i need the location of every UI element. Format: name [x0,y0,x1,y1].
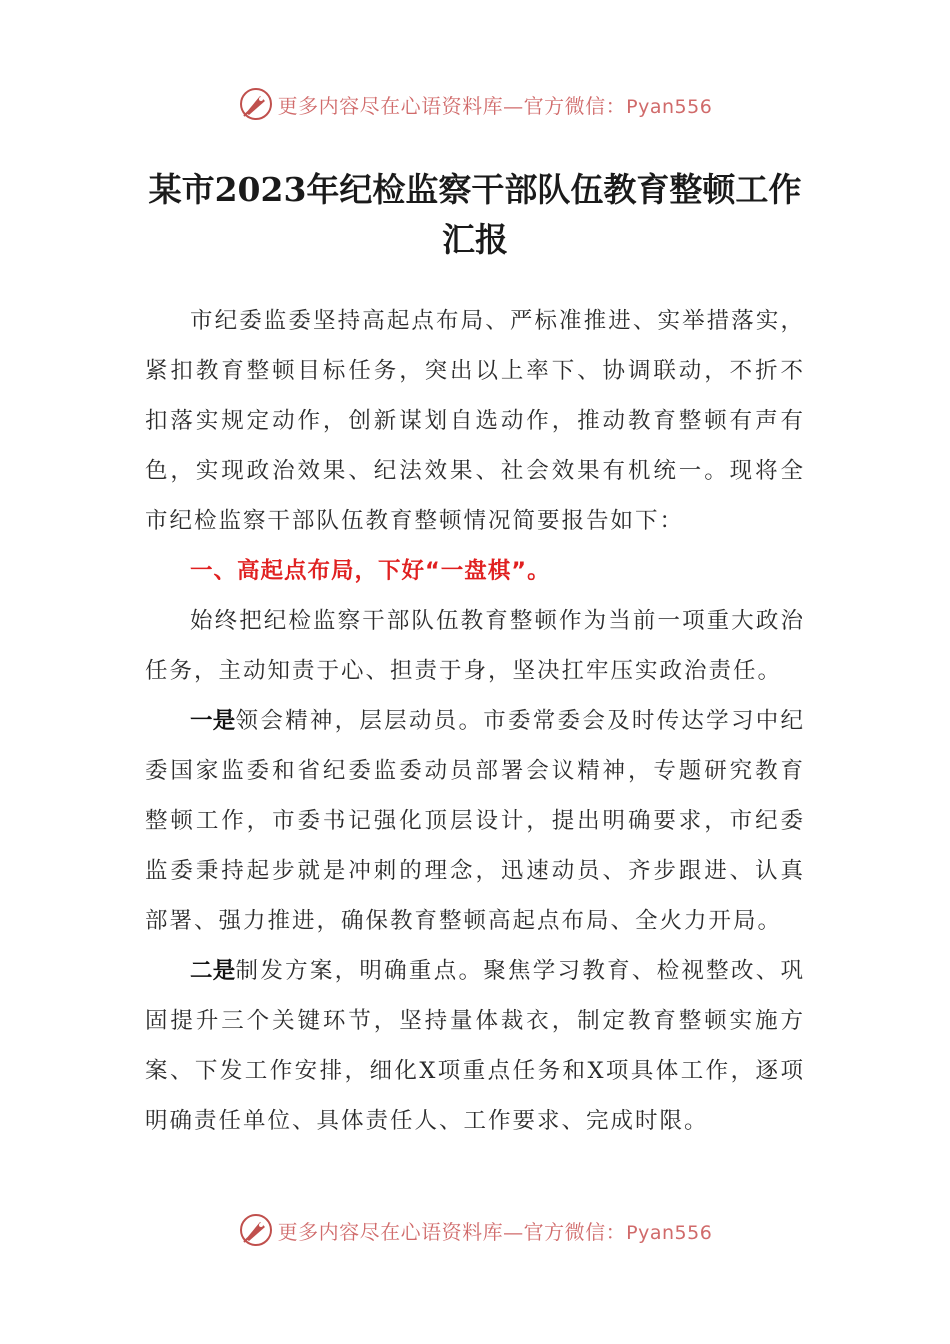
item-2-lead: 二是 [190,958,236,984]
section-1-paragraph: 始终把纪检监察干部队伍教育整顿作为当前一项重大政治任务，主动知责于心、担责于身，坚决扛牢压实政治责任。 [145,608,805,684]
watermark-label: 更多内容尽在心语资料库—官方微信： [277,93,627,118]
item-1-lead: 一是 [190,708,236,734]
watermark-label: 更多内容尽在心语资料库—官方微信： [277,1219,627,1244]
pen-nib-icon [238,86,274,122]
header-watermark-banner [0,84,950,124]
item-2-text: 制发方案，明确重点。聚焦学习教育、检视整改、巩固提升三个关键环节，坚持量体裁衣，制定教育整顿实施方案、下发工作安排，细化X项重点任务和X项具体工作，逐项明确责任单位、具体责任人、工作要求、完成时限。 [145,958,805,1134]
item-2-paragraph [145,946,805,1146]
item-1-text: 领会精神，层层动员。市委常委会及时传达学习中纪委国家监委和省纪委监委动员部署会议精神，专题研究教育整顿工作，市委书记强化顶层设计，提出明确要求，市纪委监委秉持起步就是冲刺的理念，迅速动员、齐步跟进、认真部署、强力推进，确保教育整顿高起点布局、全火力开局。 [145,708,805,934]
pen-nib-icon [238,1212,274,1248]
wechat-id: Pyan556 [626,1221,713,1244]
wechat-id: Pyan556 [626,95,713,118]
document-title: 某市2023年纪检监察干部队伍教育整顿工作汇报 [148,170,802,259]
watermark-text [278,1216,713,1245]
intro-paragraph: 市纪委监委坚持高起点布局、严标准推进、实举措落实，紧扣教育整顿目标任务，突出以上率下、协调联动，不折不扣落实规定动作，创新谋划自选动作，推动教育整顿有声有色，实现政治效果、纪法效果、社会效果有机统一。现将全市纪检监察干部队伍教育整顿情况简要报告如下： [145,308,805,534]
item-1-paragraph [145,696,805,946]
watermark-text [278,90,713,119]
section-heading-1: 一、高起点布局，下好“一盘棋”。 [190,558,551,584]
footer-watermark-banner [0,1210,950,1250]
document-body [145,296,805,1146]
